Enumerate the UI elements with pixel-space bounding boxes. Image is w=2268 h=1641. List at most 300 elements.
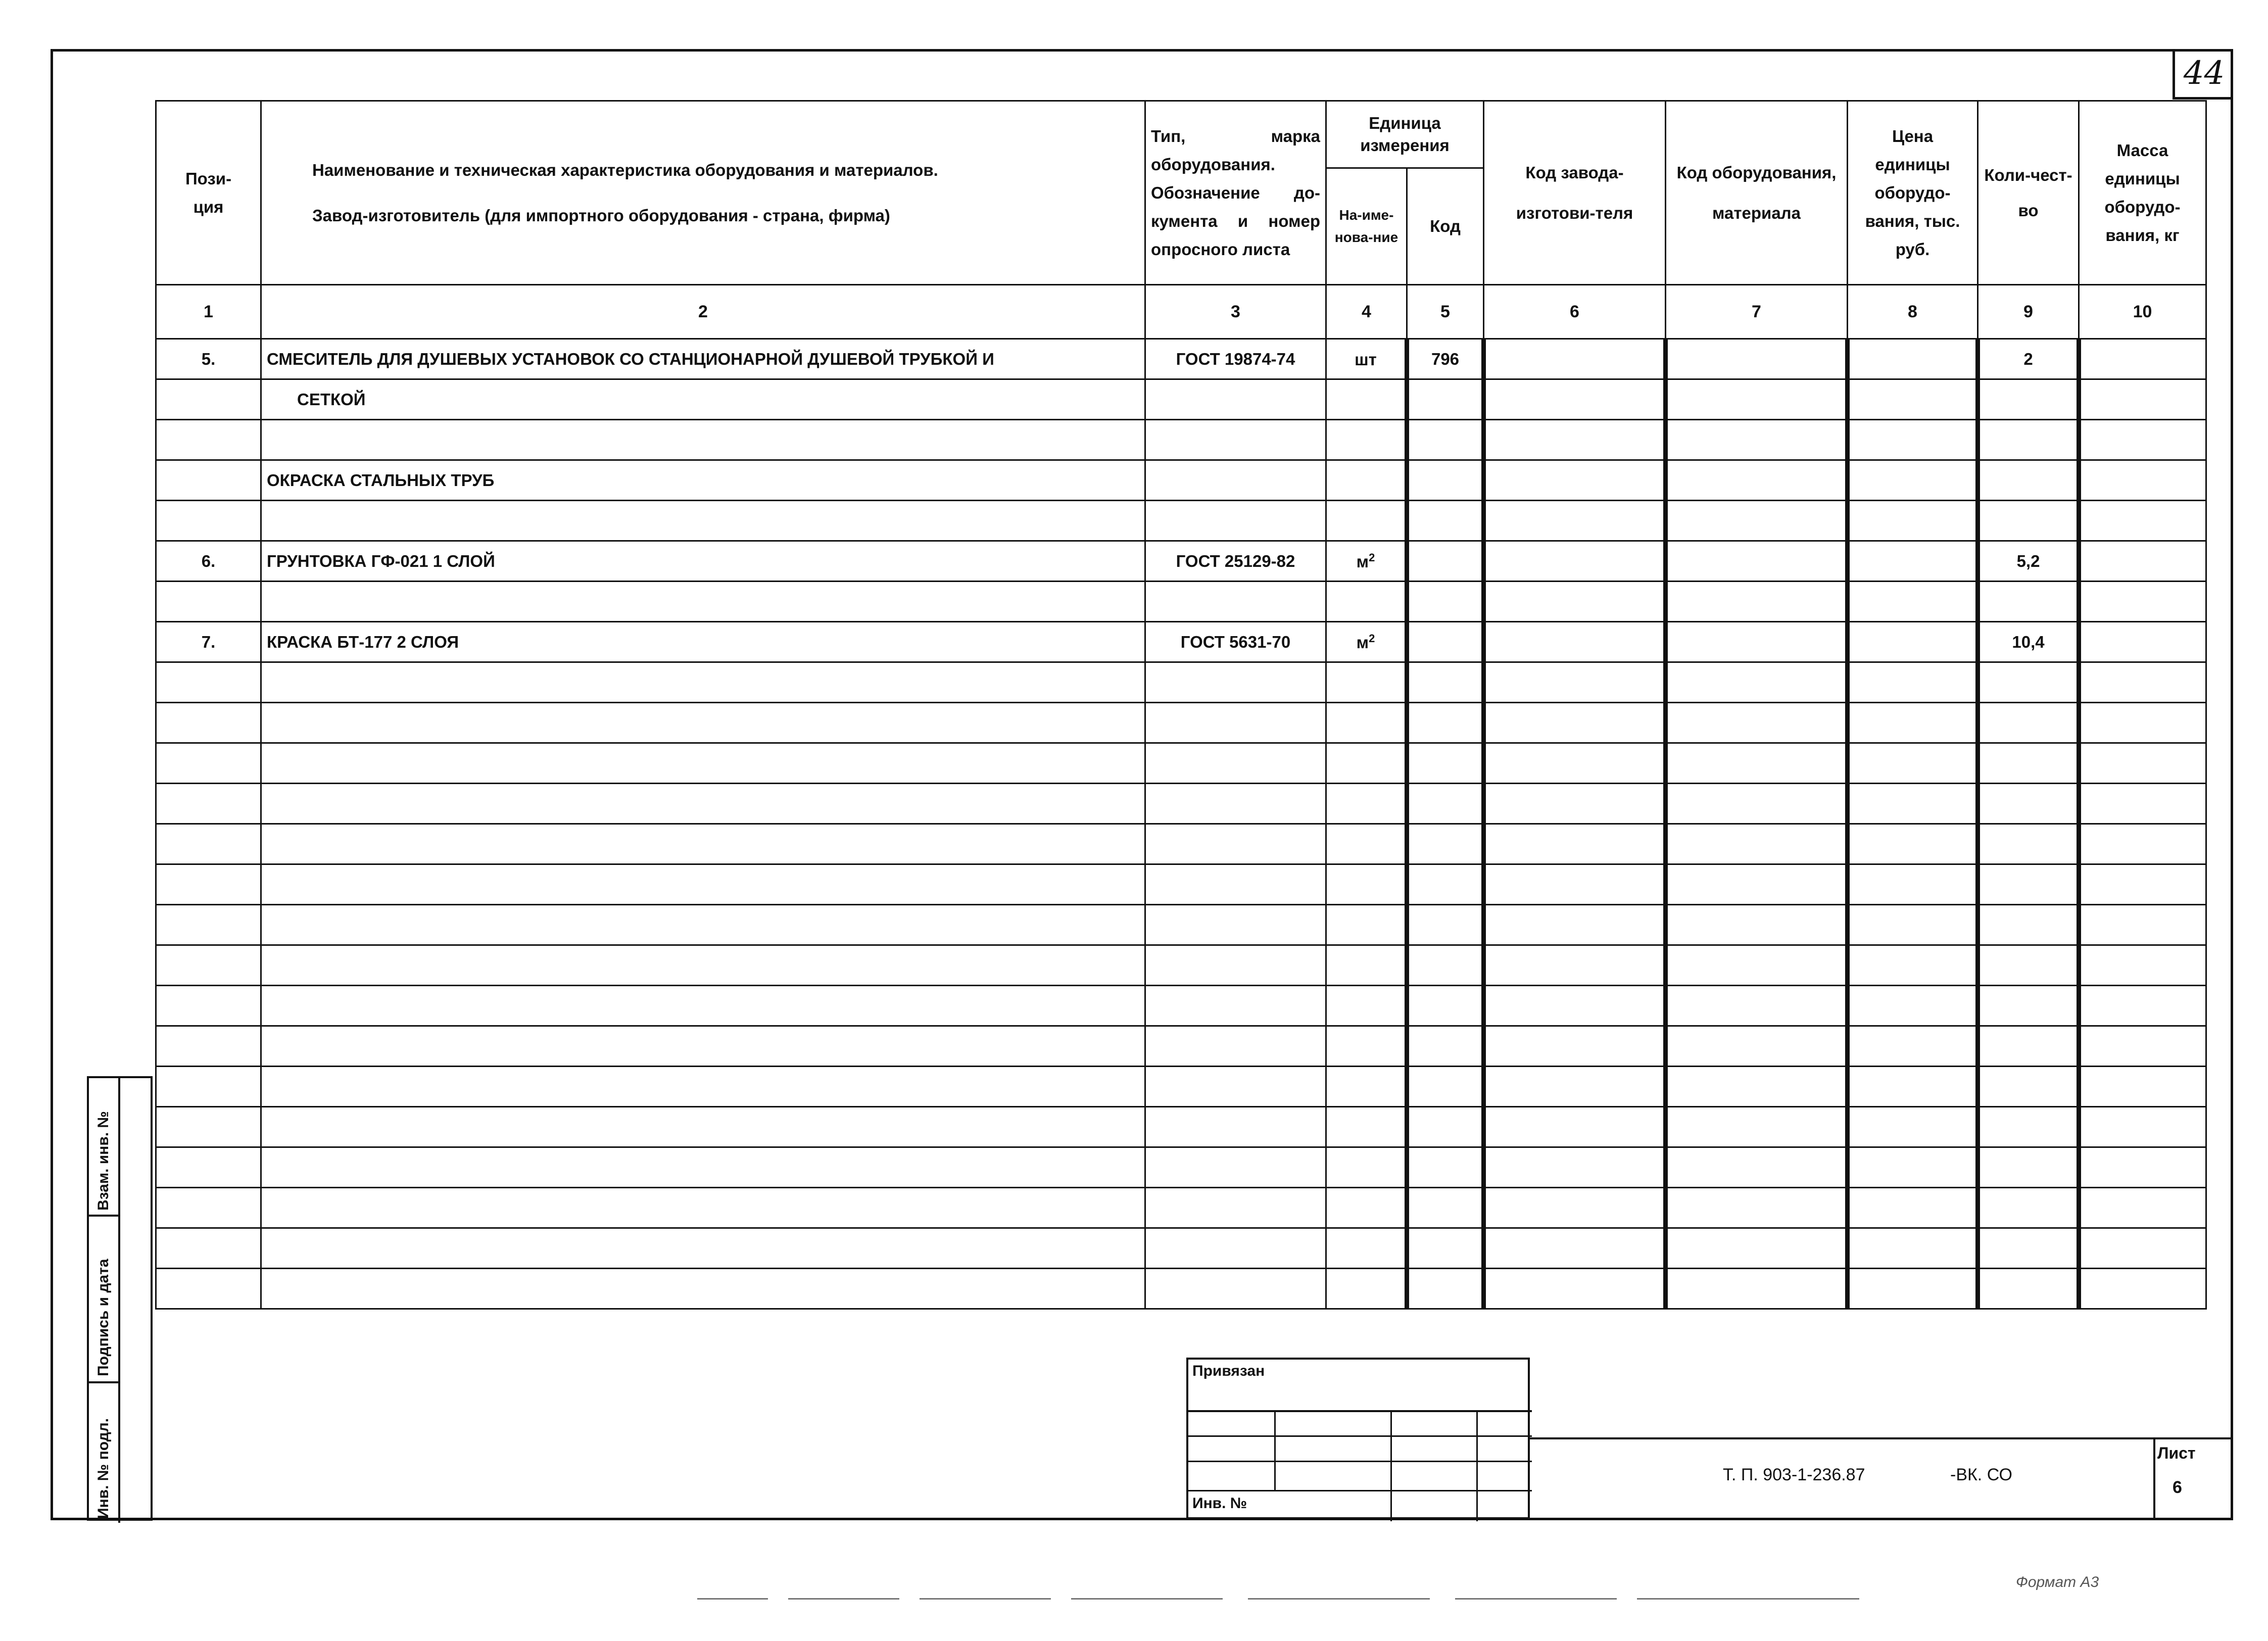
cell-unit-code <box>1407 582 1484 622</box>
cell-quantity <box>1978 824 2079 864</box>
cell-equipment-code <box>1666 339 1848 379</box>
cell-unit-code <box>1407 1147 1484 1188</box>
cell-plant-code <box>1484 864 1666 905</box>
cell-unit-code <box>1407 864 1484 905</box>
cell-price <box>1848 824 1978 864</box>
column-number: 10 <box>2079 285 2206 339</box>
doc-code-suffix: -ВК. СО <box>1950 1465 2012 1484</box>
cell-equipment-code <box>1666 662 1848 703</box>
cell-equipment-code <box>1666 1188 1848 1228</box>
cell-name <box>261 784 1145 824</box>
cell-type <box>1145 541 1326 582</box>
cell-unit-code <box>1407 784 1484 824</box>
cell-name <box>261 703 1145 743</box>
cell-position <box>156 582 261 622</box>
cell-price <box>1848 420 1978 460</box>
cell-unit <box>1326 703 1407 743</box>
cell-quantity <box>1978 986 2079 1026</box>
cell-name <box>261 945 1145 986</box>
cell-unit-text: м <box>1356 633 1369 652</box>
cell-type <box>1145 784 1326 824</box>
cell-type <box>1145 460 1326 501</box>
cell-unit <box>1326 905 1407 945</box>
cell-equipment-code <box>1666 501 1848 541</box>
cell-position <box>156 1188 261 1228</box>
cell-mass <box>2079 1067 2206 1107</box>
cell-mass <box>2079 1188 2206 1228</box>
cell-price <box>1848 379 1978 420</box>
cell-type <box>1145 622 1326 662</box>
cell-unit <box>1326 622 1407 662</box>
cell-unit-code <box>1407 743 1484 784</box>
cell-equipment-code <box>1666 420 1848 460</box>
cell-equipment-code <box>1666 1269 1848 1309</box>
header-name: Наименование и техническая характеристика оборудования и материалов. Завод-изготовитель (для импортного оборудования - страна, фирма) <box>261 101 1145 285</box>
cell-plant-code <box>1484 1026 1666 1067</box>
table-row <box>156 945 2206 986</box>
cell-unit <box>1326 339 1407 379</box>
cell-mass <box>2079 379 2206 420</box>
cell-quantity <box>1978 945 2079 986</box>
cell-position <box>156 662 261 703</box>
cell-mass <box>2079 460 2206 501</box>
cell-plant-code <box>1484 379 1666 420</box>
cell-mass <box>2079 1147 2206 1188</box>
column-number: 6 <box>1484 285 1666 339</box>
cell-plant-code <box>1484 501 1666 541</box>
cell-plant-code <box>1484 541 1666 582</box>
header-unit-code: Код <box>1407 168 1484 285</box>
cell-name <box>261 541 1145 582</box>
cell-equipment-code <box>1666 824 1848 864</box>
cell-unit <box>1326 784 1407 824</box>
cell-name-text: СЕТКОЙ <box>297 390 366 409</box>
cell-name <box>261 501 1145 541</box>
unit-superscript: 2 <box>1369 632 1375 645</box>
cell-mass <box>2079 784 2206 824</box>
cell-price <box>1848 784 1978 824</box>
cell-plant-code <box>1484 420 1666 460</box>
stamp-attached-label: Привязан <box>1192 1363 1265 1379</box>
cell-unit-code <box>1407 1228 1484 1269</box>
cell-quantity <box>1978 541 2079 582</box>
column-number: 5 <box>1407 285 1484 339</box>
cell-type <box>1145 420 1326 460</box>
cell-type <box>1145 662 1326 703</box>
cell-unit <box>1326 824 1407 864</box>
cell-price <box>1848 339 1978 379</box>
table-row <box>156 1188 2206 1228</box>
cell-position <box>156 905 261 945</box>
cell-name <box>261 420 1145 460</box>
cell-mass <box>2079 1107 2206 1147</box>
cell-mass <box>2079 541 2206 582</box>
cell-equipment-code <box>1666 1026 1848 1067</box>
column-number: 4 <box>1326 285 1407 339</box>
cell-type <box>1145 379 1326 420</box>
cell-unit <box>1326 582 1407 622</box>
cell-position <box>156 460 261 501</box>
cell-quantity <box>1978 1188 2079 1228</box>
table-row <box>156 824 2206 864</box>
side-stamp <box>87 1076 153 1521</box>
table-row <box>156 784 2206 824</box>
cell-unit <box>1326 743 1407 784</box>
cell-plant-code <box>1484 1147 1666 1188</box>
cell-name <box>261 986 1145 1026</box>
scan-artifact <box>697 1598 768 1600</box>
cell-equipment-code <box>1666 582 1848 622</box>
cell-type <box>1145 501 1326 541</box>
cell-position <box>156 420 261 460</box>
cell-price <box>1848 582 1978 622</box>
cell-position <box>156 743 261 784</box>
cell-equipment-code <box>1666 864 1848 905</box>
cell-unit <box>1326 1188 1407 1228</box>
column-number: 9 <box>1978 285 2079 339</box>
cell-type <box>1145 1026 1326 1067</box>
cell-equipment-code <box>1666 1228 1848 1269</box>
cell-unit-text: м <box>1356 552 1369 571</box>
cell-price <box>1848 1269 1978 1309</box>
cell-name <box>261 379 1145 420</box>
cell-name <box>261 1107 1145 1147</box>
cell-mass <box>2079 1228 2206 1269</box>
cell-unit-code <box>1407 824 1484 864</box>
cell-position <box>156 339 261 379</box>
cell-mass <box>2079 1026 2206 1067</box>
cell-equipment-code <box>1666 1067 1848 1107</box>
cell-unit <box>1326 420 1407 460</box>
cell-plant-code <box>1484 945 1666 986</box>
cell-name <box>261 1228 1145 1269</box>
cell-quantity <box>1978 703 2079 743</box>
cell-price <box>1848 864 1978 905</box>
cell-unit-code <box>1407 905 1484 945</box>
table-row <box>156 582 2206 622</box>
cell-name <box>261 1188 1145 1228</box>
cell-equipment-code <box>1666 703 1848 743</box>
header-quantity: Коли-чест-во <box>1978 101 2079 285</box>
cell-mass <box>2079 905 2206 945</box>
cell-unit-code <box>1407 501 1484 541</box>
table-row <box>156 501 2206 541</box>
cell-quantity-text: 5,2 <box>2016 551 2040 570</box>
cell-plant-code <box>1484 1067 1666 1107</box>
cell-price <box>1848 1067 1978 1107</box>
cell-plant-code <box>1484 339 1666 379</box>
cell-position-text: 6. <box>201 551 216 570</box>
cell-name <box>261 339 1145 379</box>
cell-unit <box>1326 1026 1407 1067</box>
cell-position <box>156 501 261 541</box>
table-row <box>156 1228 2206 1269</box>
cell-quantity-text: 2 <box>2023 349 2033 368</box>
header-plant-code: Код завода-изготови-теля <box>1484 101 1666 285</box>
cell-position <box>156 986 261 1026</box>
cell-unit-text: шт <box>1355 350 1377 369</box>
cell-position-text: 7. <box>201 632 216 651</box>
cell-quantity <box>1978 420 2079 460</box>
cell-mass <box>2079 864 2206 905</box>
cell-quantity <box>1978 379 2079 420</box>
cell-mass <box>2079 824 2206 864</box>
cell-unit-code <box>1407 420 1484 460</box>
cell-unit <box>1326 541 1407 582</box>
cell-unit-code <box>1407 622 1484 662</box>
cell-quantity <box>1978 864 2079 905</box>
cell-plant-code <box>1484 743 1666 784</box>
cell-price <box>1848 622 1978 662</box>
cell-price <box>1848 1107 1978 1147</box>
stamp-inv-no-label: Инв. № <box>1192 1495 1247 1512</box>
cell-price <box>1848 905 1978 945</box>
side-original-inv: Инв. № подл. <box>95 1418 112 1519</box>
cell-equipment-code <box>1666 905 1848 945</box>
cell-equipment-code <box>1666 460 1848 501</box>
binding-stamp <box>1186 1358 1530 1519</box>
cell-quantity <box>1978 662 2079 703</box>
cell-price <box>1848 662 1978 703</box>
cell-unit <box>1326 1228 1407 1269</box>
cell-name <box>261 1026 1145 1067</box>
cell-mass <box>2079 986 2206 1026</box>
cell-quantity <box>1978 1147 2079 1188</box>
cell-equipment-code <box>1666 945 1848 986</box>
cell-name <box>261 460 1145 501</box>
cell-quantity <box>1978 582 2079 622</box>
cell-price <box>1848 743 1978 784</box>
cell-equipment-code <box>1666 743 1848 784</box>
cell-plant-code <box>1484 1107 1666 1147</box>
cell-position <box>156 1269 261 1309</box>
cell-name <box>261 905 1145 945</box>
cell-type-text: ГОСТ 25129-82 <box>1176 551 1295 570</box>
table-row <box>156 1147 2206 1188</box>
cell-quantity <box>1978 1269 2079 1309</box>
cell-type <box>1145 1269 1326 1309</box>
table-row <box>156 864 2206 905</box>
cell-unit <box>1326 662 1407 703</box>
column-number: 8 <box>1848 285 1978 339</box>
cell-unit-code <box>1407 1107 1484 1147</box>
cell-unit <box>1326 460 1407 501</box>
cell-mass <box>2079 339 2206 379</box>
table-row <box>156 986 2206 1026</box>
cell-name-text: ОКРАСКА СТАЛЬНЫХ ТРУБ <box>267 470 495 490</box>
header-position: Пози- ция <box>156 101 261 285</box>
table-row <box>156 1269 2206 1309</box>
column-number: 3 <box>1145 285 1326 339</box>
cell-plant-code <box>1484 824 1666 864</box>
cell-mass <box>2079 622 2206 662</box>
cell-unit <box>1326 379 1407 420</box>
doc-code: Т. П. 903-1-236.87 <box>1723 1465 1865 1484</box>
cell-equipment-code <box>1666 622 1848 662</box>
header-unit-group: Единица измерения <box>1326 101 1484 168</box>
table-row <box>156 703 2206 743</box>
cell-name <box>261 622 1145 662</box>
cell-plant-code <box>1484 622 1666 662</box>
cell-type <box>1145 1228 1326 1269</box>
cell-name <box>261 1067 1145 1107</box>
cell-equipment-code <box>1666 986 1848 1026</box>
cell-type-text: ГОСТ 19874-74 <box>1176 349 1295 368</box>
cell-price <box>1848 986 1978 1026</box>
cell-position <box>156 379 261 420</box>
title-block <box>1530 1437 2233 1520</box>
cell-mass <box>2079 743 2206 784</box>
table-row <box>156 460 2206 501</box>
cell-plant-code <box>1484 460 1666 501</box>
cell-price <box>1848 541 1978 582</box>
scan-artifact <box>1071 1598 1223 1600</box>
cell-mass <box>2079 582 2206 622</box>
cell-quantity <box>1978 1107 2079 1147</box>
cell-mass <box>2079 420 2206 460</box>
cell-name-text: СМЕСИТЕЛЬ ДЛЯ ДУШЕВЫХ УСТАНОВОК СО СТАНЦИОНАРНОЙ ДУШЕВОЙ ТРУБКОЙ И <box>267 349 994 368</box>
cell-type <box>1145 743 1326 784</box>
table-row <box>156 743 2206 784</box>
cell-quantity <box>1978 1228 2079 1269</box>
cell-name <box>261 662 1145 703</box>
column-number: 7 <box>1666 285 1848 339</box>
specification-table <box>155 100 2207 1310</box>
table-row <box>156 905 2206 945</box>
cell-quantity <box>1978 1067 2079 1107</box>
cell-quantity <box>1978 460 2079 501</box>
table-row <box>156 662 2206 703</box>
cell-position <box>156 784 261 824</box>
cell-quantity <box>1978 1026 2079 1067</box>
cell-price <box>1848 1147 1978 1188</box>
cell-equipment-code <box>1666 1107 1848 1147</box>
cell-quantity <box>1978 784 2079 824</box>
cell-price <box>1848 1026 1978 1067</box>
format-label: Формат А3 <box>2016 1574 2099 1590</box>
cell-unit-code <box>1407 662 1484 703</box>
cell-name <box>261 1147 1145 1188</box>
cell-type <box>1145 986 1326 1026</box>
cell-quantity-text: 10,4 <box>2012 632 2045 651</box>
cell-price <box>1848 703 1978 743</box>
cell-position <box>156 864 261 905</box>
cell-type <box>1145 1107 1326 1147</box>
cell-name <box>261 582 1145 622</box>
column-numbers-row <box>156 285 2206 339</box>
cell-unit <box>1326 501 1407 541</box>
cell-type <box>1145 703 1326 743</box>
cell-unit <box>1326 864 1407 905</box>
cell-price <box>1848 1228 1978 1269</box>
cell-unit-code <box>1407 339 1484 379</box>
cell-unit-code <box>1407 460 1484 501</box>
sheet-label: Лист <box>2157 1444 2196 1462</box>
header-price: Цена единицы оборудо-вания, тыс. руб. <box>1848 101 1978 285</box>
cell-unit-code <box>1407 1067 1484 1107</box>
cell-unit-code <box>1407 945 1484 986</box>
cell-position <box>156 1147 261 1188</box>
table-row <box>156 1026 2206 1067</box>
cell-position <box>156 1067 261 1107</box>
cell-quantity <box>1978 905 2079 945</box>
scan-artifact <box>1637 1598 1859 1600</box>
cell-unit-code <box>1407 379 1484 420</box>
cell-mass <box>2079 703 2206 743</box>
cell-plant-code <box>1484 662 1666 703</box>
cell-mass <box>2079 501 2206 541</box>
cell-price <box>1848 460 1978 501</box>
scan-artifact <box>788 1598 899 1600</box>
cell-plant-code <box>1484 1269 1666 1309</box>
cell-unit <box>1326 1107 1407 1147</box>
cell-plant-code <box>1484 986 1666 1026</box>
header-mass: Масса единицы оборудо-вания, кг <box>2079 101 2206 285</box>
cell-equipment-code <box>1666 784 1848 824</box>
table-row <box>156 420 2206 460</box>
cell-name <box>261 864 1145 905</box>
column-number: 1 <box>156 285 261 339</box>
column-number: 2 <box>261 285 1145 339</box>
cell-unit <box>1326 1147 1407 1188</box>
cell-mass <box>2079 662 2206 703</box>
cell-unit-code <box>1407 1269 1484 1309</box>
cell-unit-code <box>1407 986 1484 1026</box>
cell-position <box>156 703 261 743</box>
cell-equipment-code <box>1666 379 1848 420</box>
cell-type <box>1145 905 1326 945</box>
cell-plant-code <box>1484 1228 1666 1269</box>
side-replaced-inv: Взам. инв. № <box>95 1111 112 1211</box>
cell-unit-code <box>1407 1188 1484 1228</box>
header-unit-name: На-име-нова-ние <box>1326 168 1407 285</box>
cell-type <box>1145 339 1326 379</box>
cell-type <box>1145 1067 1326 1107</box>
cell-position <box>156 1107 261 1147</box>
cell-mass <box>2079 945 2206 986</box>
cell-unit-code <box>1407 541 1484 582</box>
sheet-value: 6 <box>2173 1478 2182 1497</box>
cell-price <box>1848 945 1978 986</box>
cell-type <box>1145 945 1326 986</box>
cell-mass <box>2079 1269 2206 1309</box>
table-row <box>156 379 2206 420</box>
cell-position <box>156 622 261 662</box>
cell-equipment-code <box>1666 541 1848 582</box>
cell-quantity <box>1978 339 2079 379</box>
cell-quantity <box>1978 743 2079 784</box>
table-row <box>156 622 2206 662</box>
cell-name <box>261 824 1145 864</box>
cell-position <box>156 945 261 986</box>
cell-unit-code-text: 796 <box>1431 349 1460 368</box>
unit-superscript: 2 <box>1369 551 1375 564</box>
cell-type-text: ГОСТ 5631-70 <box>1180 632 1291 651</box>
cell-name <box>261 1269 1145 1309</box>
cell-type <box>1145 864 1326 905</box>
table-row <box>156 1067 2206 1107</box>
cell-equipment-code <box>1666 1147 1848 1188</box>
scan-artifact <box>920 1598 1051 1600</box>
scan-artifact <box>1455 1598 1617 1600</box>
cell-position <box>156 1026 261 1067</box>
cell-type <box>1145 1147 1326 1188</box>
cell-unit <box>1326 1269 1407 1309</box>
cell-unit <box>1326 986 1407 1026</box>
cell-price <box>1848 1188 1978 1228</box>
cell-position-text: 5. <box>201 349 216 368</box>
cell-quantity <box>1978 622 2079 662</box>
